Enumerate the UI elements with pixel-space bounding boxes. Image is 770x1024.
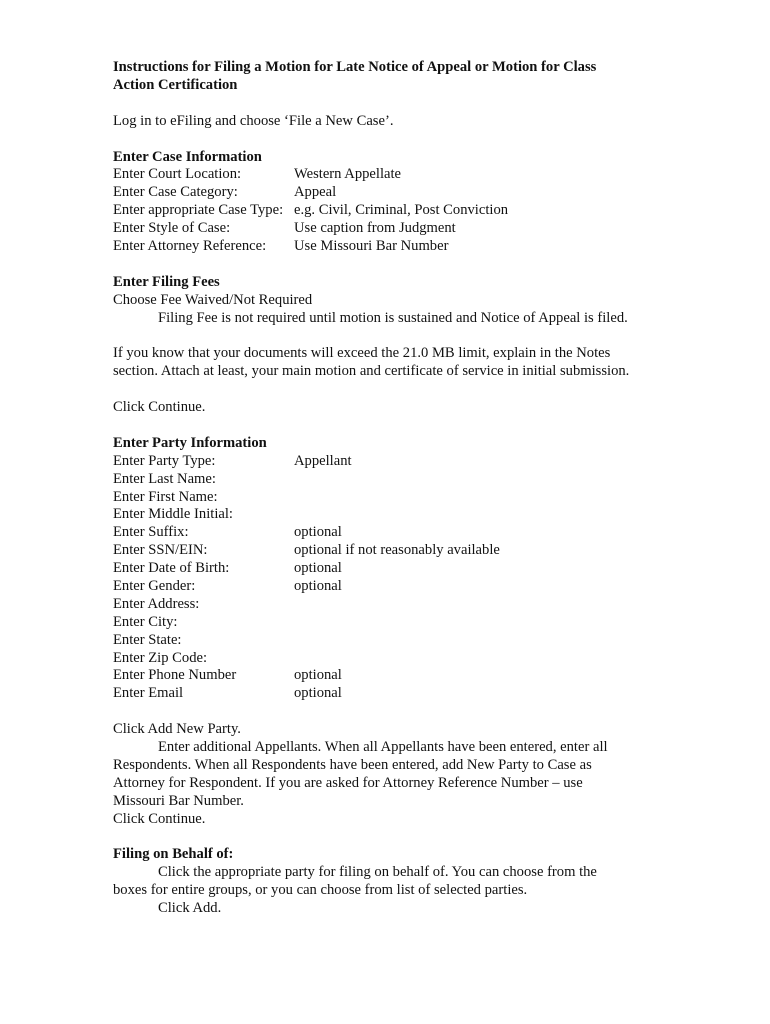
- row-label: Enter Date of Birth:: [113, 560, 230, 577]
- row-value: Appellant: [294, 452, 352, 469]
- limit-note-line-2: section. Attach at least, your main motion and certificate of service in initial submission.: [113, 363, 630, 380]
- row-label: Enter Last Name:: [113, 470, 216, 487]
- party-info-row: [113, 685, 713, 703]
- row-value: [294, 489, 713, 507]
- add-party-line-1: Enter additional Appellants. When all Appellants have been entered, enter all: [158, 739, 608, 756]
- row-value: optional if not reasonably available: [294, 542, 500, 559]
- party-info-heading: Enter Party Information: [113, 434, 267, 451]
- behalf-line-2: boxes for entire groups, or you can choose from list of selected parties.: [113, 882, 528, 899]
- row-label: Enter SSN/EIN:: [113, 542, 208, 559]
- row-value: [294, 596, 713, 614]
- row-label: Enter Phone Number: [113, 667, 237, 684]
- party-info-row: [113, 596, 713, 614]
- party-info-row: [113, 489, 713, 507]
- row-label: Enter State:: [113, 631, 182, 648]
- add-party-line-3: Attorney for Respondent. If you are asked for Attorney Reference Number – use: [113, 774, 583, 791]
- row-label: Enter First Name:: [113, 488, 218, 505]
- case-info-row: [113, 202, 713, 220]
- row-value: [294, 471, 713, 489]
- case-info-row: [113, 220, 713, 238]
- party-info-section: [113, 435, 713, 703]
- filing-fees-heading: Enter Filing Fees: [113, 273, 220, 290]
- row-label: Enter Zip Code:: [113, 649, 208, 666]
- row-label: Enter Style of Case:: [113, 220, 231, 237]
- limit-note: [113, 345, 713, 381]
- behalf-line-1: Click the appropriate party for filing on behalf of. You can choose from the: [158, 864, 597, 881]
- row-value: optional: [294, 578, 342, 594]
- document-title: [113, 59, 713, 95]
- row-value: optional: [294, 524, 342, 541]
- case-info-row: [113, 238, 713, 256]
- behalf-heading: Filing on Behalf of:: [113, 846, 234, 863]
- behalf-section: [113, 846, 713, 918]
- row-value: [294, 650, 713, 668]
- row-label: Enter Party Type:: [113, 452, 216, 469]
- add-party-line-4: Missouri Bar Number.: [113, 792, 244, 809]
- document-page: [113, 59, 713, 918]
- row-value: Use Missouri Bar Number: [294, 237, 449, 254]
- party-info-row: [113, 667, 713, 685]
- party-info-row: [113, 650, 713, 668]
- row-value: [294, 632, 713, 650]
- case-info-row: [113, 184, 713, 202]
- row-label: Enter City:: [113, 613, 178, 630]
- row-label: Enter Address:: [113, 595, 200, 612]
- row-value: Use caption from Judgment: [294, 220, 456, 237]
- case-info-section: [113, 149, 713, 256]
- row-value: e.g. Civil, Criminal, Post Conviction: [294, 202, 509, 219]
- title-line-2: Action Certification: [113, 76, 238, 93]
- row-label: Enter Email: [113, 685, 184, 702]
- behalf-add: Click Add.: [158, 900, 222, 917]
- row-value: [294, 506, 713, 524]
- party-info-row: [113, 560, 713, 578]
- title-line-1: Instructions for Filing a Motion for Late Notice of Appeal or Motion for Class: [113, 59, 597, 75]
- row-value: [294, 614, 713, 632]
- party-info-row: [113, 471, 713, 489]
- party-info-row: [113, 524, 713, 542]
- case-info-heading: Enter Case Information: [113, 148, 262, 165]
- row-label: Enter Gender:: [113, 578, 196, 594]
- add-party-section: [113, 721, 713, 828]
- party-info-row: [113, 506, 713, 524]
- filing-fees-choose: Choose Fee Waived/Not Required: [113, 291, 313, 308]
- add-party-click: Click Add New Party.: [113, 721, 241, 738]
- party-info-row: [113, 614, 713, 632]
- row-value: Western Appellate: [294, 166, 402, 183]
- add-party-continue: Click Continue.: [113, 810, 206, 827]
- row-value: Appeal: [294, 184, 337, 201]
- filing-fees-note: Filing Fee is not required until motion is sustained and Notice of Appeal is filed.: [158, 309, 628, 326]
- case-info-row: [113, 166, 713, 184]
- row-value: optional: [294, 667, 342, 684]
- click-continue-text: Click Continue.: [113, 399, 206, 416]
- row-label: Enter Suffix:: [113, 524, 189, 541]
- row-label: Enter Attorney Reference:: [113, 237, 267, 254]
- row-label: Enter appropriate Case Type:: [113, 202, 284, 219]
- party-info-row: [113, 578, 713, 596]
- row-value: optional: [294, 560, 342, 577]
- limit-note-line-1: If you know that your documents will exceed the 21.0 MB limit, explain in the Notes: [113, 345, 611, 362]
- row-label: Enter Court Location:: [113, 166, 242, 183]
- party-info-row: [113, 542, 713, 560]
- party-info-row: [113, 453, 713, 471]
- row-value: optional: [294, 685, 342, 702]
- add-party-line-2: Respondents. When all Respondents have been entered, add New Party to Case as: [113, 756, 592, 773]
- party-info-row: [113, 632, 713, 650]
- intro-text: Log in to eFiling and choose ‘File a New Case’.: [113, 112, 394, 129]
- row-label: Enter Middle Initial:: [113, 506, 233, 523]
- row-label: Enter Case Category:: [113, 184, 238, 201]
- filing-fees-section: [113, 274, 713, 328]
